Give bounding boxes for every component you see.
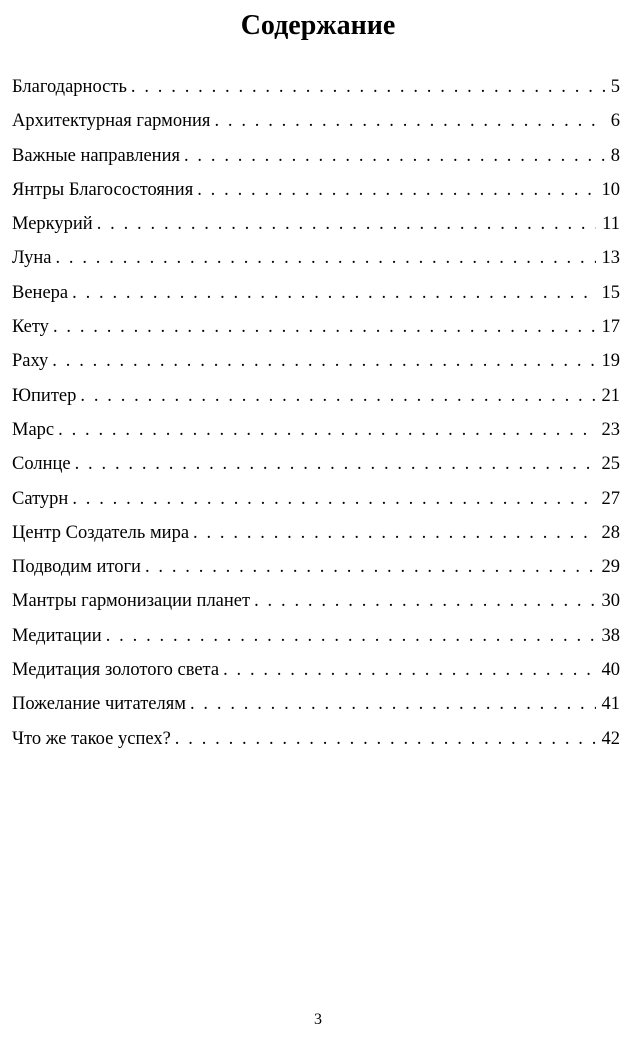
toc-entry-page: 13 [601,248,620,269]
toc-entry-title: Кету [12,317,49,338]
toc-entry-page: 10 [601,179,620,200]
toc-entry-page: 17 [601,317,620,338]
dot-leader [197,173,595,207]
toc-entry-page: 8 [610,145,620,166]
toc-entry [12,344,620,378]
toc-entry-title: Юпитер [12,385,77,406]
toc-entry [12,619,620,653]
toc-entry-page: 27 [601,488,620,509]
toc-entry-title: Медитация золотого света [12,660,220,681]
toc-entry-page: 38 [601,625,620,646]
toc-entry-title: Медитации [12,625,102,646]
toc-entry [12,70,620,104]
toc-entry [12,653,620,687]
toc-entry-title: Мантры гармонизации планет [12,591,251,612]
toc-entry [12,550,620,584]
toc-entry [12,687,620,721]
toc-entry-title: Подводим итоги [12,557,141,578]
dot-leader [72,482,595,516]
toc-entry-page: 5 [610,77,620,97]
toc-entry-page: 15 [601,282,620,303]
toc-entry [12,722,620,756]
dot-leader [254,584,595,618]
toc-entry-title: Важные направления [12,145,180,166]
dot-leader [72,276,595,310]
toc-entry-title: Луна [12,248,52,269]
dot-leader [131,70,605,104]
toc-entry-title: Пожелание читателям [12,694,186,715]
toc-entry-page: 30 [601,591,620,612]
dot-leader [175,722,596,756]
toc-entry-page: 21 [601,385,620,406]
toc-entry-title: Марс [12,419,55,440]
toc-entry [12,207,620,241]
toc-entry-title: Раху [12,351,49,372]
page-title: Содержание [240,10,396,41]
toc-entry-page: 6 [610,111,620,132]
toc-entry-page: 41 [601,694,620,715]
toc-entry-title: Меркурий [12,214,93,235]
dot-leader [55,241,595,275]
toc-entry-page: 29 [601,557,620,578]
page-number: 3 [314,1011,322,1028]
toc-entry-title: Венера [12,282,69,303]
toc-entry-page: 40 [601,660,620,681]
toc-entry-title: Сатурн [12,488,69,509]
toc-entry [12,379,620,413]
dot-leader [58,413,595,447]
toc-entry [12,104,620,138]
toc-entry-title: Что же такое успех? [12,728,171,749]
toc-entry [12,241,620,275]
toc-entry-page: 23 [601,419,620,440]
toc-entry-page: 42 [601,728,620,749]
dot-leader [75,447,596,481]
dot-leader [214,104,604,138]
dot-leader [223,653,595,687]
toc-entry-title: Янтры Благосостояния [12,179,194,200]
dot-leader [193,516,595,550]
toc-entry [12,584,620,618]
dot-leader [53,310,596,344]
toc-entry [12,139,620,173]
toc-entry-page: 19 [601,351,620,372]
toc-entry-page: 11 [602,214,620,235]
toc-entry-title: Благодарность [12,77,127,97]
toc-entry [12,482,620,516]
toc-entry-title: Архитектурная гармония [12,111,211,132]
dot-leader [106,619,596,653]
toc-entry [12,447,620,481]
toc-entry-page: 28 [601,522,620,543]
toc-entry-title: Солнце [12,454,71,475]
dot-leader [97,207,596,241]
dot-leader [190,687,596,721]
toc-entry [12,276,620,310]
dot-leader [184,139,605,173]
toc-entry-page: 25 [601,454,620,475]
toc-entry [12,516,620,550]
dot-leader [80,379,595,413]
dot-leader [52,344,595,378]
toc-entry-title: Центр Создатель мира [12,522,190,543]
dot-leader [145,550,596,584]
toc-entry [12,310,620,344]
toc-entry [12,173,620,207]
table-of-contents [12,70,620,756]
toc-entry [12,413,620,447]
